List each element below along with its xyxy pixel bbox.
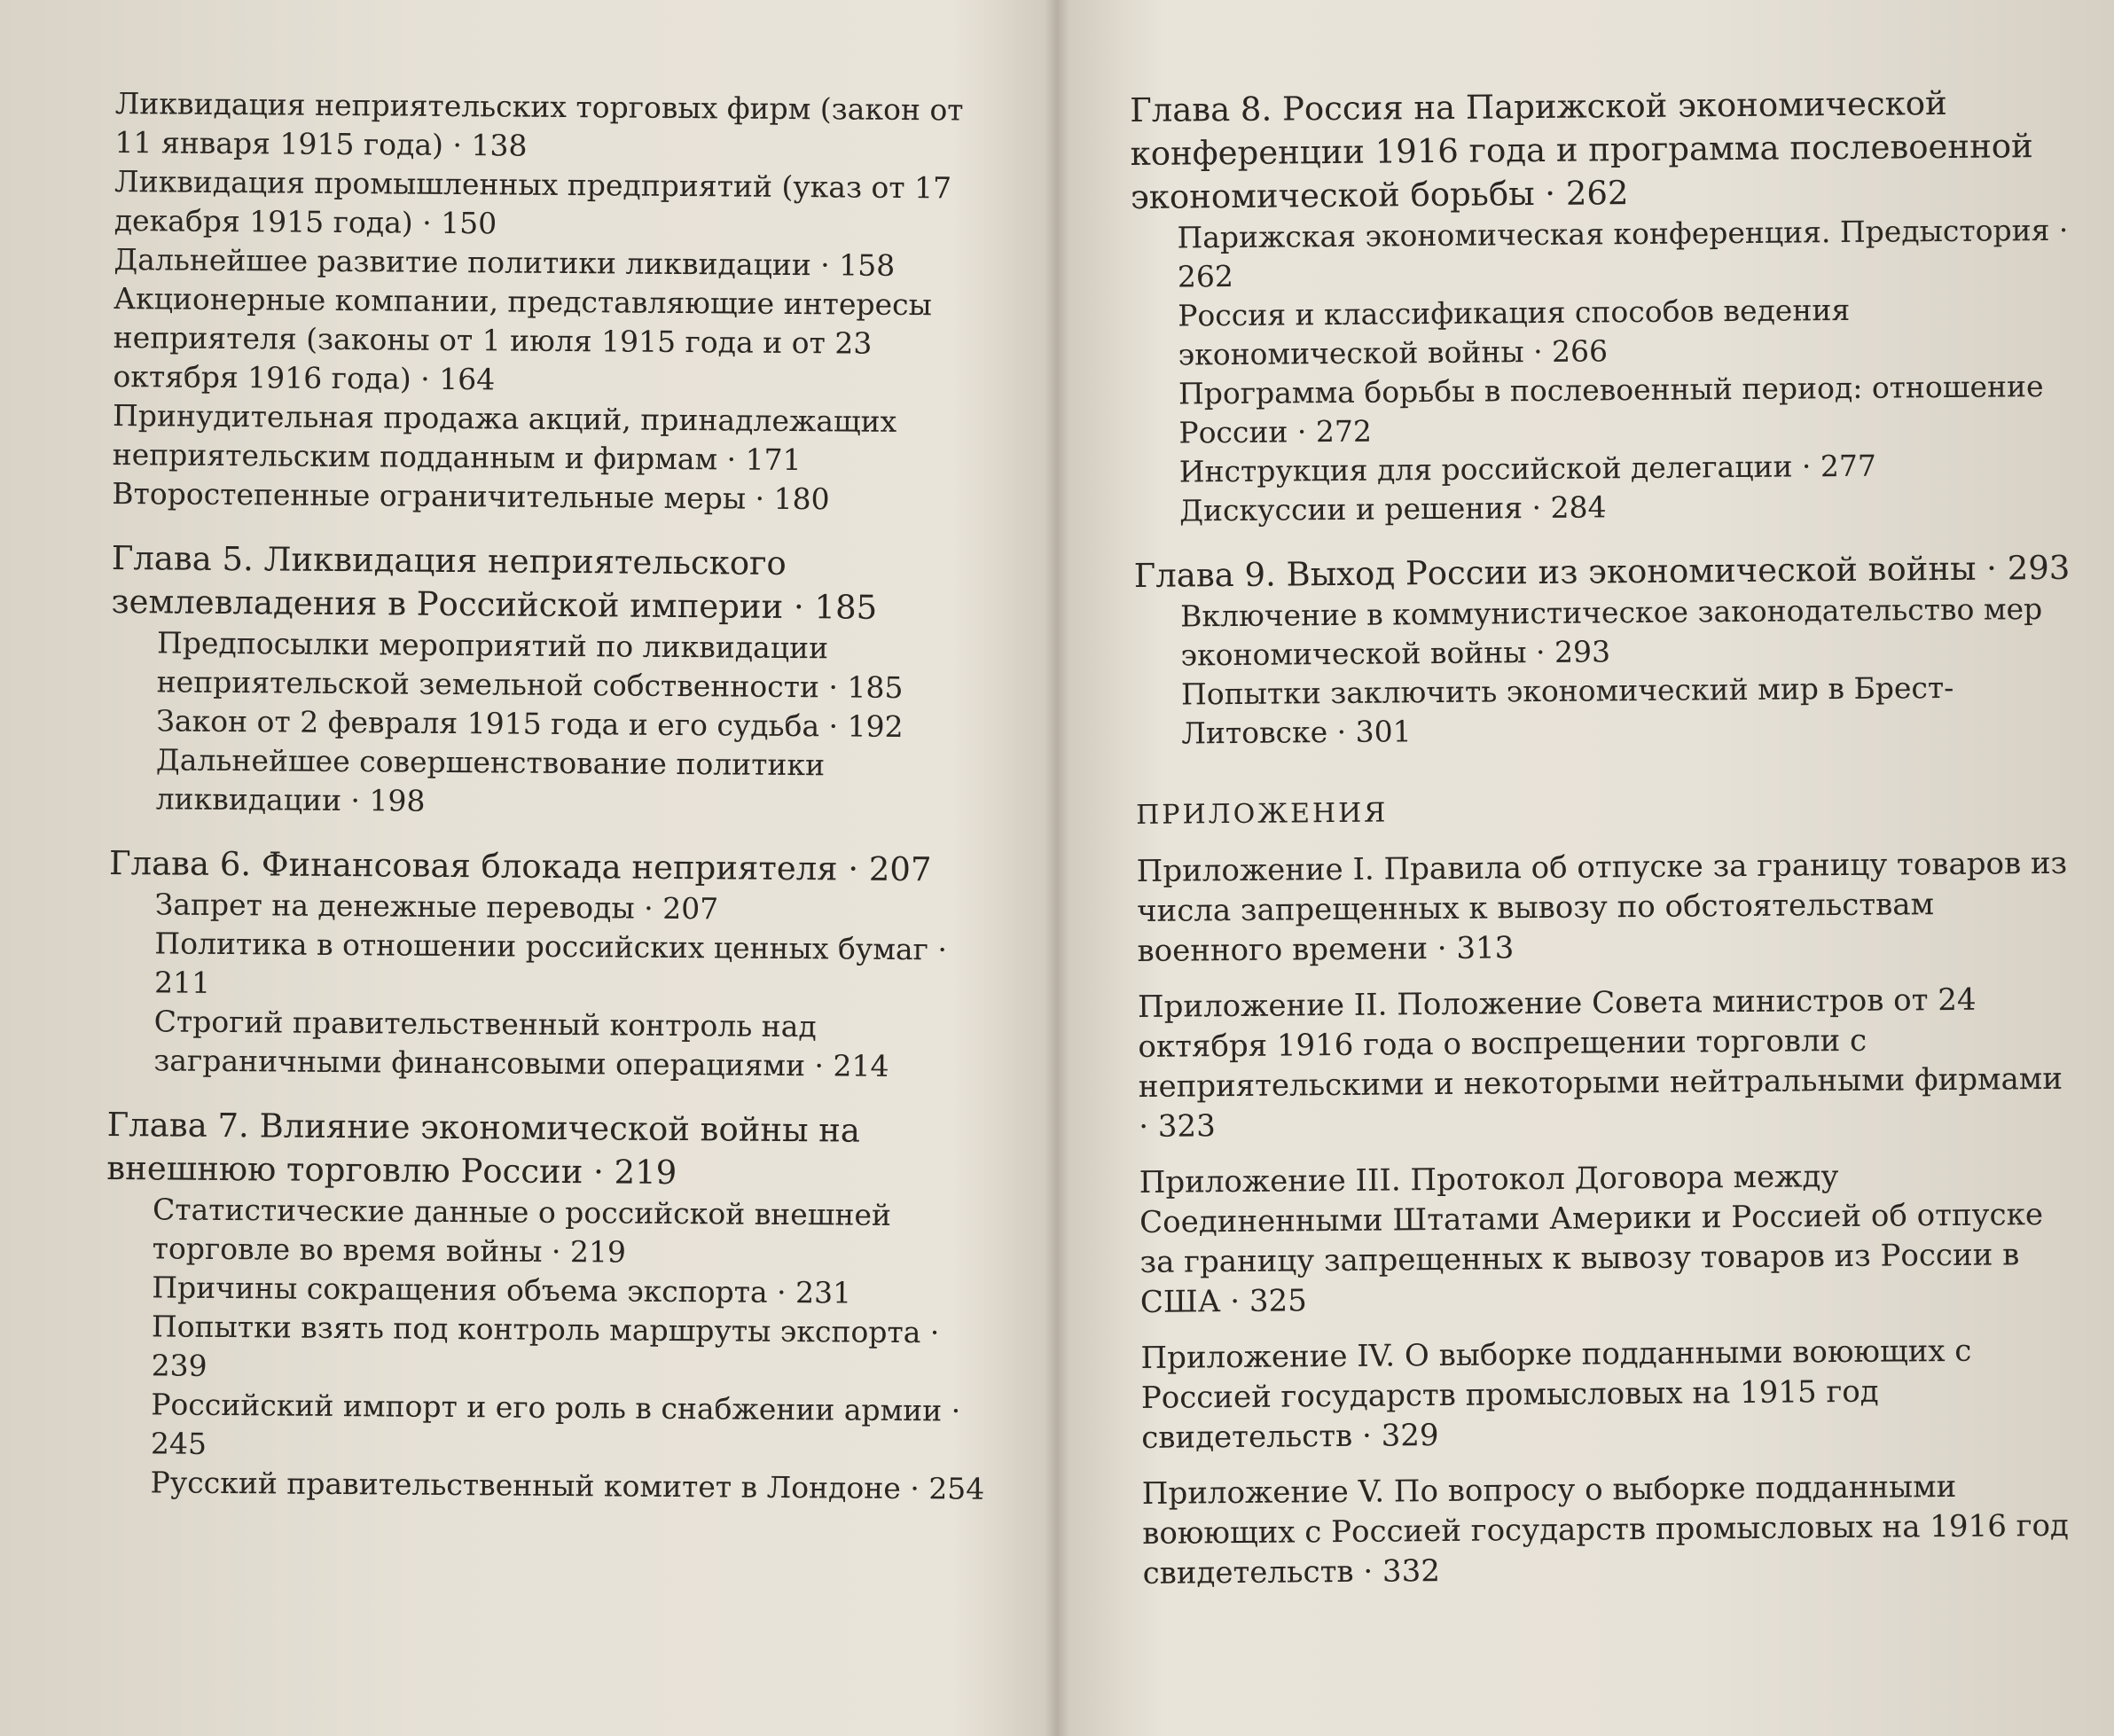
- chapter-6: [107, 841, 996, 1087]
- toc-entry: Строгий правительственный контроль над заграничными финансовыми операциями · 214: [153, 1004, 889, 1083]
- right-toc: [1130, 81, 2083, 1610]
- toc-entry: Парижская экономическая конференция. Предыстория · 262: [1177, 212, 2069, 294]
- chapter-title: Глава 6. Финансовая блокада неприятеля · 207: [108, 843, 932, 889]
- toc-entry: Русский правительственный комитет в Лондоне · 254: [150, 1465, 985, 1506]
- chapter-5: [109, 536, 998, 825]
- toc-entry: Предпосылки мероприятий по ликвидации неприятельской земельной собственности · 185: [156, 625, 904, 705]
- appendix-entry: Приложение I. Правила об отпуске за границу товаров из числа запрещенных к вывозу по обстоятельствам военного времени · 313: [1136, 845, 2068, 969]
- chapter-9: [1134, 546, 2076, 754]
- book-gutter: [1045, 0, 1069, 1736]
- chapter-title: Глава 5. Ликвидация неприятельского землевладения в Российской империи · 185: [111, 538, 878, 627]
- toc-entry: Принудительная продажа акций, принадлежащих неприятельским подданным и фирмам · 171: [112, 397, 897, 478]
- toc-entry: Россия и классификация способов ведения экономической войны · 266: [1178, 292, 1851, 372]
- appendix-entry: Приложение III. Протокол Договора между Соединенными Штатами Америки и Россией об отпуске за границу запрещенных к вывозу товаров из России в США · 325: [1139, 1159, 2044, 1320]
- toc-entry: Закон от 2 февраля 1915 года и его судьба · 192: [156, 703, 904, 745]
- toc-entry: Акционерные компании, представляющие интересы неприятеля (законы от 1 июля 1915 года и от 23 октября 1916 года) · 164: [113, 280, 932, 397]
- toc-entry: Ликвидация неприятельских торговых фирм (закон от 11 января 1915 года) · 138: [114, 85, 964, 163]
- toc-entry: Российский импорт и его роль в снабжении армии · 245: [150, 1387, 961, 1461]
- toc-entry: Дальнейшее развитие политики ликвидации · 158: [114, 241, 896, 283]
- toc-entry: Второстепенные ограничительные меры · 180: [112, 475, 830, 517]
- appendix-entry: Приложение V. По вопросу о выборке подданными воюющих с Россией государств промысловых на 1916 год свидетельств · 332: [1141, 1468, 2070, 1591]
- appendix-entry: Приложение II. Положение Совета министров от 24 октября 1916 года о воспрещении торговли с неприятельскими и некоторыми нейтральными фирмами · 323: [1137, 981, 2063, 1145]
- toc-entry: Программа борьбы в послевоенный период: отношение России · 272: [1178, 369, 2044, 450]
- appendix-entry: Приложение IV. О выборке подданными воюющих с Россией государств промысловых на 1915 год свидетельств · 329: [1140, 1333, 1972, 1456]
- chapter-title: Глава 7. Влияние экономической войны на внешнюю торговлю России · 219: [106, 1105, 861, 1193]
- toc-entry: Дальнейшее совершенствование политики ликвидации · 198: [155, 742, 826, 818]
- chapter-title: Глава 9. Выход России из экономической войны · 293: [1133, 548, 2071, 595]
- right-page: [1069, 0, 2114, 1736]
- toc-entry: Попытки взять под контроль маршруты экспорта · 239: [151, 1309, 940, 1383]
- appendix-heading: ПРИЛОЖЕНИЯ: [1135, 797, 1389, 831]
- toc-entry: Причины сокращения объема экспорта · 231: [152, 1270, 852, 1310]
- toc-entry: Попытки заключить экономический мир в Брест-Литовске · 301: [1180, 669, 1954, 751]
- left-page: [0, 0, 1046, 1736]
- toc-entry: Ликвидация промышленных предприятий (указ от 17 декабря 1915 года) · 150: [114, 163, 952, 241]
- chapter-7: [104, 1103, 994, 1509]
- toc-entry: Инструкция для российской делегации · 277: [1178, 448, 1877, 489]
- toc-entry: Дискуссии и решения · 284: [1178, 489, 1607, 528]
- continued-section: [112, 84, 1002, 520]
- toc-entry: Запрет на денежные переводы · 207: [154, 887, 719, 927]
- chapter-8: [1130, 81, 2073, 531]
- left-toc: [104, 84, 1002, 1509]
- toc-entry: Политика в отношении российских ценных бумаг · 211: [153, 926, 948, 1000]
- chapter-title: Глава 8. Россия на Парижской экономической конференции 1916 года и программа послевоенной экономической борьбы · 262: [1130, 83, 2033, 216]
- toc-entry: Статистические данные о российской внешней торговле во время войны · 219: [152, 1192, 892, 1270]
- toc-entry: Включение в коммунистическое законодательство мер экономической войны · 293: [1180, 591, 2043, 673]
